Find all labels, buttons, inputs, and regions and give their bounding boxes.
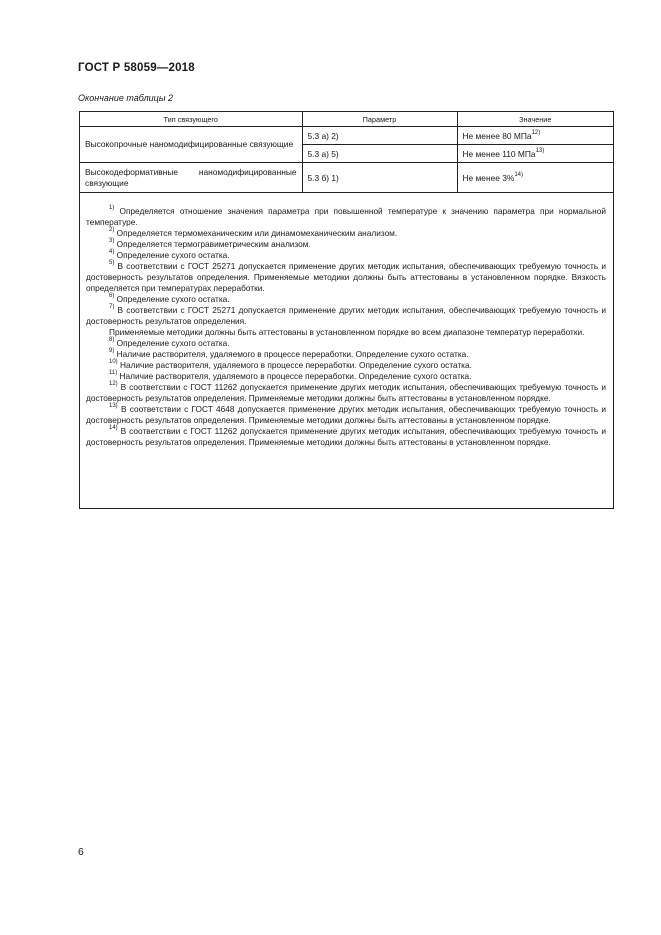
footnote-text: Определение сухого остатка. [114, 338, 230, 348]
footnote-mark: 14) [109, 425, 118, 432]
footnote [86, 239, 606, 250]
value-cell [457, 127, 613, 145]
footnote-text: В соответствии с ГОСТ 4648 допускается применение других методик испытания, обеспечивающих требуемую точность и достоверность результатов определения. Применяемые методики должны быть аттестованы в установленном порядке. [86, 404, 606, 425]
table-caption: Окончание таблицы 2 [78, 93, 173, 103]
footnote-mark: 6) [109, 293, 115, 300]
header-value: Значение [457, 112, 613, 127]
footnote-text: Определение сухого остатка. [114, 250, 230, 260]
footnote-mark: 12) [109, 381, 118, 388]
table-row [80, 127, 613, 145]
footnote [86, 338, 606, 349]
footnote [86, 294, 606, 305]
footnotes [86, 206, 606, 448]
value-text: Не менее 3% [462, 172, 515, 183]
binder-type-cell: Высокопрочные наномодифицированные связующие [80, 127, 302, 163]
table-header-row [80, 112, 613, 127]
footnote [86, 360, 606, 371]
footnote-mark: 13) [109, 403, 118, 410]
footnote-text: В соответствии с ГОСТ 11262 допускается применение других методик испытания, обеспечивающих требуемую точность и достоверность результатов определения. Применяемые методики должны быть аттестованы в установленном порядке. [86, 426, 606, 447]
footnote-text: Наличие растворителя, удаляемого в процессе переработки. Определение сухого остатка. [117, 360, 472, 370]
footnote-mark: 2) [109, 227, 115, 234]
footnote-text: В соответствии с ГОСТ 25271 допускается применение других методик испытания, обеспечивающих требуемую точность и достоверность результатов определения. [86, 305, 606, 326]
footnote [86, 382, 606, 404]
value-text: Не менее 110 МПа [462, 148, 536, 159]
footnote-text: Определяется отношение значения параметра при повышенной температуре к значению параметра при нормальной температуре. [86, 206, 606, 227]
binder-type-cell: Высокодеформативные наномодифицированные связующие [80, 163, 302, 193]
footnote-ref: 14) [514, 171, 523, 178]
footnote-mark: 8) [109, 337, 115, 344]
footnote-text: Определяется термомеханическим или динамомеханическим анализом. [114, 228, 398, 238]
page-number: 6 [78, 846, 84, 858]
footnote [86, 426, 606, 448]
footnote-text: Определение сухого остатка. [114, 294, 230, 304]
footnote-text: В соответствии с ГОСТ 25271 допускается применение других методик испытания, обеспечивающих требуемую точность и достоверность результатов определения. Применяемые методики должны быть аттестованы в установленном порядке. Вязкость определяется при температурах переработки. [86, 261, 606, 293]
footnote-mark: 4) [109, 249, 115, 256]
footnote-mark: 5) [109, 260, 115, 267]
header-parameter: Параметр [302, 112, 457, 127]
footnote [86, 206, 606, 228]
footnote [86, 228, 606, 239]
footnote-mark: 7) [109, 304, 115, 311]
parameter-cell: 5.3 а) 5) [302, 145, 457, 163]
footnote-text: Применяемые методики должны быть аттестованы в установленном порядке во всем диапазоне температур переработки. [109, 327, 585, 337]
footnote [86, 250, 606, 261]
footnote-mark: 3) [109, 238, 115, 245]
parameter-cell: 5.3 б) 1) [302, 163, 457, 193]
table-row [80, 163, 613, 193]
footnote-text: Определяется термогравиметрическим анализом. [114, 239, 311, 249]
footnote [86, 404, 606, 426]
footnote-ref: 12) [531, 129, 541, 136]
footnote [86, 305, 606, 327]
footnote-continuation [86, 327, 606, 338]
footnote-mark: 9) [109, 348, 115, 355]
properties-table [80, 112, 613, 193]
footnote [86, 349, 606, 360]
table-frame [79, 111, 614, 509]
footnote-text: В соответствии с ГОСТ 11262 допускается применение других методик испытания, обеспечивающих требуемую точность и достоверность результатов определения. Применяемые методики должны быть аттестованы в установленном порядке. [86, 382, 606, 403]
value-cell [457, 145, 613, 163]
document-code: ГОСТ Р 58059—2018 [78, 62, 195, 74]
parameter-cell: 5.3 а) 2) [302, 127, 457, 145]
footnote-ref: 13) [535, 147, 545, 154]
footnote-text: Наличие растворителя, удаляемого в процессе переработки. Определение сухого остатка. [117, 371, 472, 381]
footnote-mark: 10) [109, 359, 118, 366]
value-text: Не менее 80 МПа [462, 130, 532, 141]
footnote [86, 371, 606, 382]
footnote [86, 261, 606, 294]
footnote-text: Наличие растворителя, удаляемого в процессе переработки. Определение сухого остатка. [114, 349, 469, 359]
value-cell [457, 163, 613, 193]
footnote-mark: 11) [109, 370, 118, 377]
header-binder-type: Тип связующего [80, 112, 302, 127]
footnote-mark: 1) [109, 205, 115, 212]
